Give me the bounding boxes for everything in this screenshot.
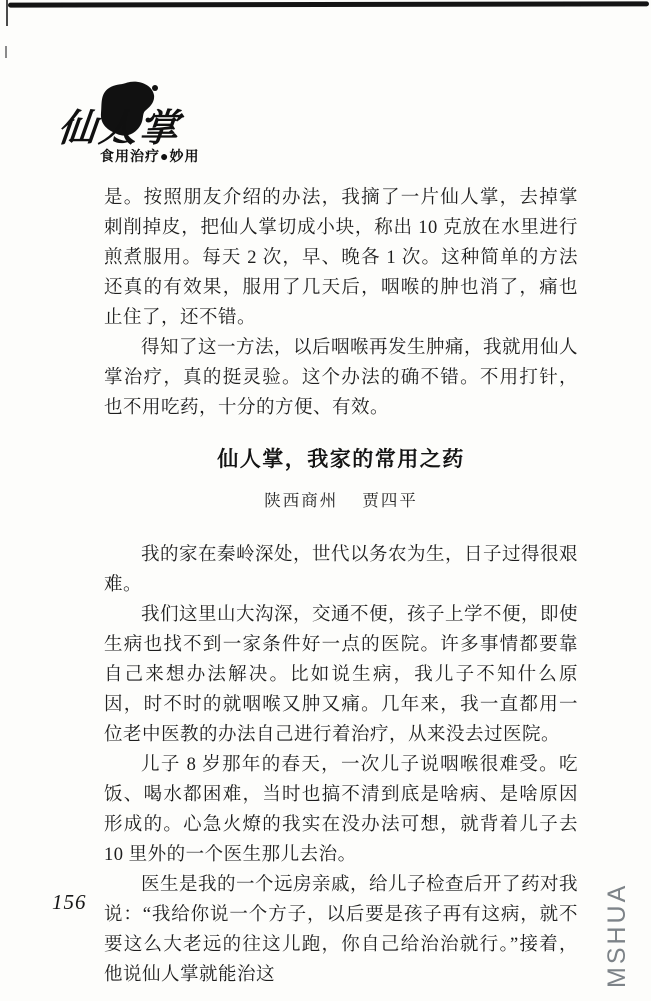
scan-left-edge-mark bbox=[6, 0, 8, 26]
logo-book-title: 仙人掌 bbox=[55, 108, 184, 150]
paragraph-continuation-2: 得知了这一方法，以后咽喉再发生肿痛，我就用仙人掌治疗，真的挺灵验。这个办法的确不错。不用打针，也不用吃药，十分的方便、有效。 bbox=[104, 338, 579, 418]
book-header-logo bbox=[55, 82, 236, 174]
page-number: 156 bbox=[52, 890, 87, 914]
logo-book-subtitle: 食用治疗●妙用 bbox=[100, 150, 200, 165]
scan-left-edge-mark-small bbox=[5, 46, 7, 58]
watermark-text: MSHUA bbox=[603, 882, 631, 988]
author-name: 贾四平 bbox=[362, 491, 418, 510]
paragraph-4: 医生是我的一个远房亲戚，给儿子检查后开了药对我说：“我给你说一个方子，以后要是孩子再有这病，就不要这么大老远的往这儿跑，你自己给治治就行。”接着，他说仙人掌就能治这 bbox=[104, 875, 579, 985]
paragraph-continuation-1: 是。按照朋友介绍的办法，我摘了一片仙人掌，去掉掌刺削掉皮，把仙人掌切成小块，称出 10 克放在水里进行煎煮服用。每天 2 次，早、晚各 1 次。这种简单的方法还真的有效果，服用了几天后，咽喉的肿也消了，痛也止住了，还不错。 bbox=[104, 188, 578, 328]
article-body bbox=[104, 183, 578, 990]
article-title: 仙人掌，我家的常用之药 bbox=[217, 448, 465, 471]
paragraph-3: 儿子 8 岁那年的春天，一次儿子说咽喉很难受。吃饭、喝水都困难，当时也搞不清到底是啥病、是啥原因形成的。心急火燎的我实在没办法可想，就背着儿子去 10 里外的一个医生那儿去治。 bbox=[104, 755, 578, 865]
paragraph-2: 我们这里山大沟深，交通不便，孩子上学不便，即使生病也找不到一家条件好一点的医院。许多事情都要靠自己来想办法解决。比如说生病，我儿子不知什么原因，时不时的就咽喉又肿又痛。几年来，我一直都用一位老中医教的办法自己进行着治疗，从来没去过医院。 bbox=[104, 605, 579, 745]
scan-top-edge-line bbox=[8, 1, 649, 7]
author-region: 陕西商州 bbox=[264, 491, 339, 510]
author-line bbox=[104, 489, 578, 513]
paragraph-1: 我的家在秦岭深处，世代以务农为生，日子过得很艰难。 bbox=[104, 545, 579, 595]
